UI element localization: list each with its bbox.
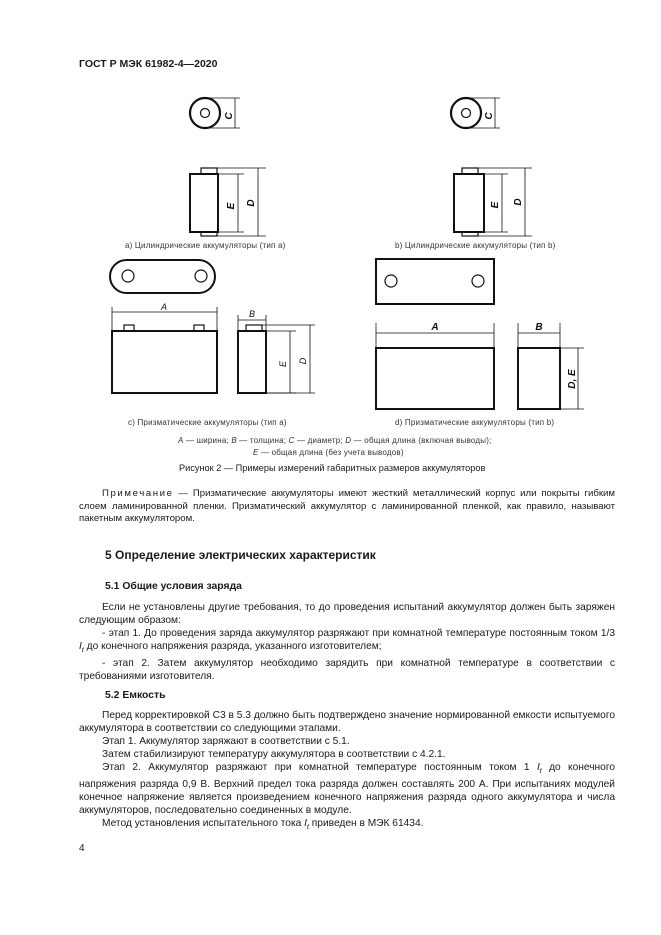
cylinder-b-top-view xyxy=(451,98,481,128)
prismatic-a-side-view xyxy=(238,325,266,393)
caption-b: b) Цилиндрические аккумуляторы (тип b) xyxy=(395,241,556,250)
dim-label-e-b: E xyxy=(490,201,501,209)
dim-label-a-d: A xyxy=(431,322,439,333)
dim-label-b-d: B xyxy=(535,322,543,333)
dim-label-b-c: B xyxy=(248,309,256,319)
cylinder-a-top-view xyxy=(190,98,220,128)
cylinder-b-side-view xyxy=(454,168,484,236)
section-5-heading: 5 Определение электрических характеристик xyxy=(105,548,376,562)
dim-label-c-a: C xyxy=(224,112,235,120)
document-header: ГОСТ Р МЭК 61982-4—2020 xyxy=(79,58,218,70)
dim-label-d-c: D xyxy=(298,357,308,365)
note-paragraph: Примечание — Призматические аккумуляторы имеют жесткий металлический корпус или покрыты гибким слоем ламинированной пленки. Призматический аккумулятор с ламинированной пленкой, как правило, называют пакетным аккумулятором. xyxy=(79,488,615,525)
prismatic-b-top-view xyxy=(376,259,494,304)
s52-step-2: Этап 2. Аккумулятор разряжают при комнатной температуре постоянным током 1 $I_t$ до конечного напряжения разряда 0,9 В. Верхний предел тока разряда должен составлять 200 А. При испытаниях модулей конечное напряжение является произведением конечного напряжения разряда одного аккумулятора и числа аккумуляторов, последовательно соединенных в модуле. xyxy=(79,762,616,817)
subsection-5-2-body xyxy=(79,709,615,834)
s52-step-1: Этап 1. Аккумулятор заряжают в соответствии с 5.1. xyxy=(102,736,350,747)
caption-c: с) Призматические аккумуляторы (тип а) xyxy=(128,418,287,427)
figure-legend-line-2: E — общая длина (без учета выводов) xyxy=(253,448,404,457)
subsection-5-1-heading: 5.1 Общие условия заряда xyxy=(105,581,242,592)
dim-label-d-a: D xyxy=(246,199,257,207)
subsection-5-2-heading: 5.2 Емкость xyxy=(105,690,166,701)
figure-title: Рисунок 2 — Примеры измерений габаритных размеров аккумуляторов xyxy=(179,463,486,473)
prismatic-b-side-view xyxy=(518,348,560,409)
caption-d: d) Призматические аккумуляторы (тип b) xyxy=(395,418,555,427)
prismatic-a-top-view xyxy=(110,260,215,293)
s52-stabilize: Затем стабилизируют температуру аккумулятора в соответствии с 4.2.1. xyxy=(102,749,446,760)
dim-label-c-b: C xyxy=(484,112,495,120)
dim-label-e-c: E xyxy=(278,360,288,368)
s51-step-1: - этап 1. До проведения заряда аккумулятор разряжают при комнатной температуре постоянным током 1/3 $I_t$ до конечного напряжения разряда, указанного изготовителем; xyxy=(79,628,615,655)
s51-step-2: - этап 2. Затем аккумулятор необходимо зарядить при комнатной температуре в соответствии с требованиями изготовителя. xyxy=(79,658,615,683)
dim-label-d-b: D xyxy=(513,198,524,206)
subsection-5-1-body xyxy=(79,601,615,683)
dim-label-de-d: D, E xyxy=(567,369,578,389)
page-number: 4 xyxy=(79,843,85,854)
s52-intro: Перед корректировкой С3 в 5.3 должно быть подтверждено значение нормированной емкости испытуемого аккумулятора в соответствии со следующими этапами. xyxy=(79,710,615,734)
caption-a: а) Цилиндрические аккумуляторы (тип а) xyxy=(125,241,286,250)
prismatic-a-dim-b-e-d xyxy=(238,315,315,393)
cylinder-a-side-view xyxy=(190,168,218,236)
prismatic-b-front-view xyxy=(376,348,494,409)
figure-legend-line-1: A — ширина; B — толщина; C — диаметр; D — общая длина (включая выводы); xyxy=(178,436,492,445)
dim-label-a-c: A xyxy=(160,302,168,312)
s52-method: Метод установления испытательного тока $I_t$ приведен в МЭК 61434. xyxy=(102,818,424,832)
s51-intro: Если не установлены другие требования, то до проведения испытаний аккумулятор должен быть заряжен следующим образом: xyxy=(79,602,615,626)
prismatic-b-dim-b-de xyxy=(518,323,584,409)
prismatic-a-front-view xyxy=(112,325,217,393)
dim-label-e-a: E xyxy=(226,202,237,210)
